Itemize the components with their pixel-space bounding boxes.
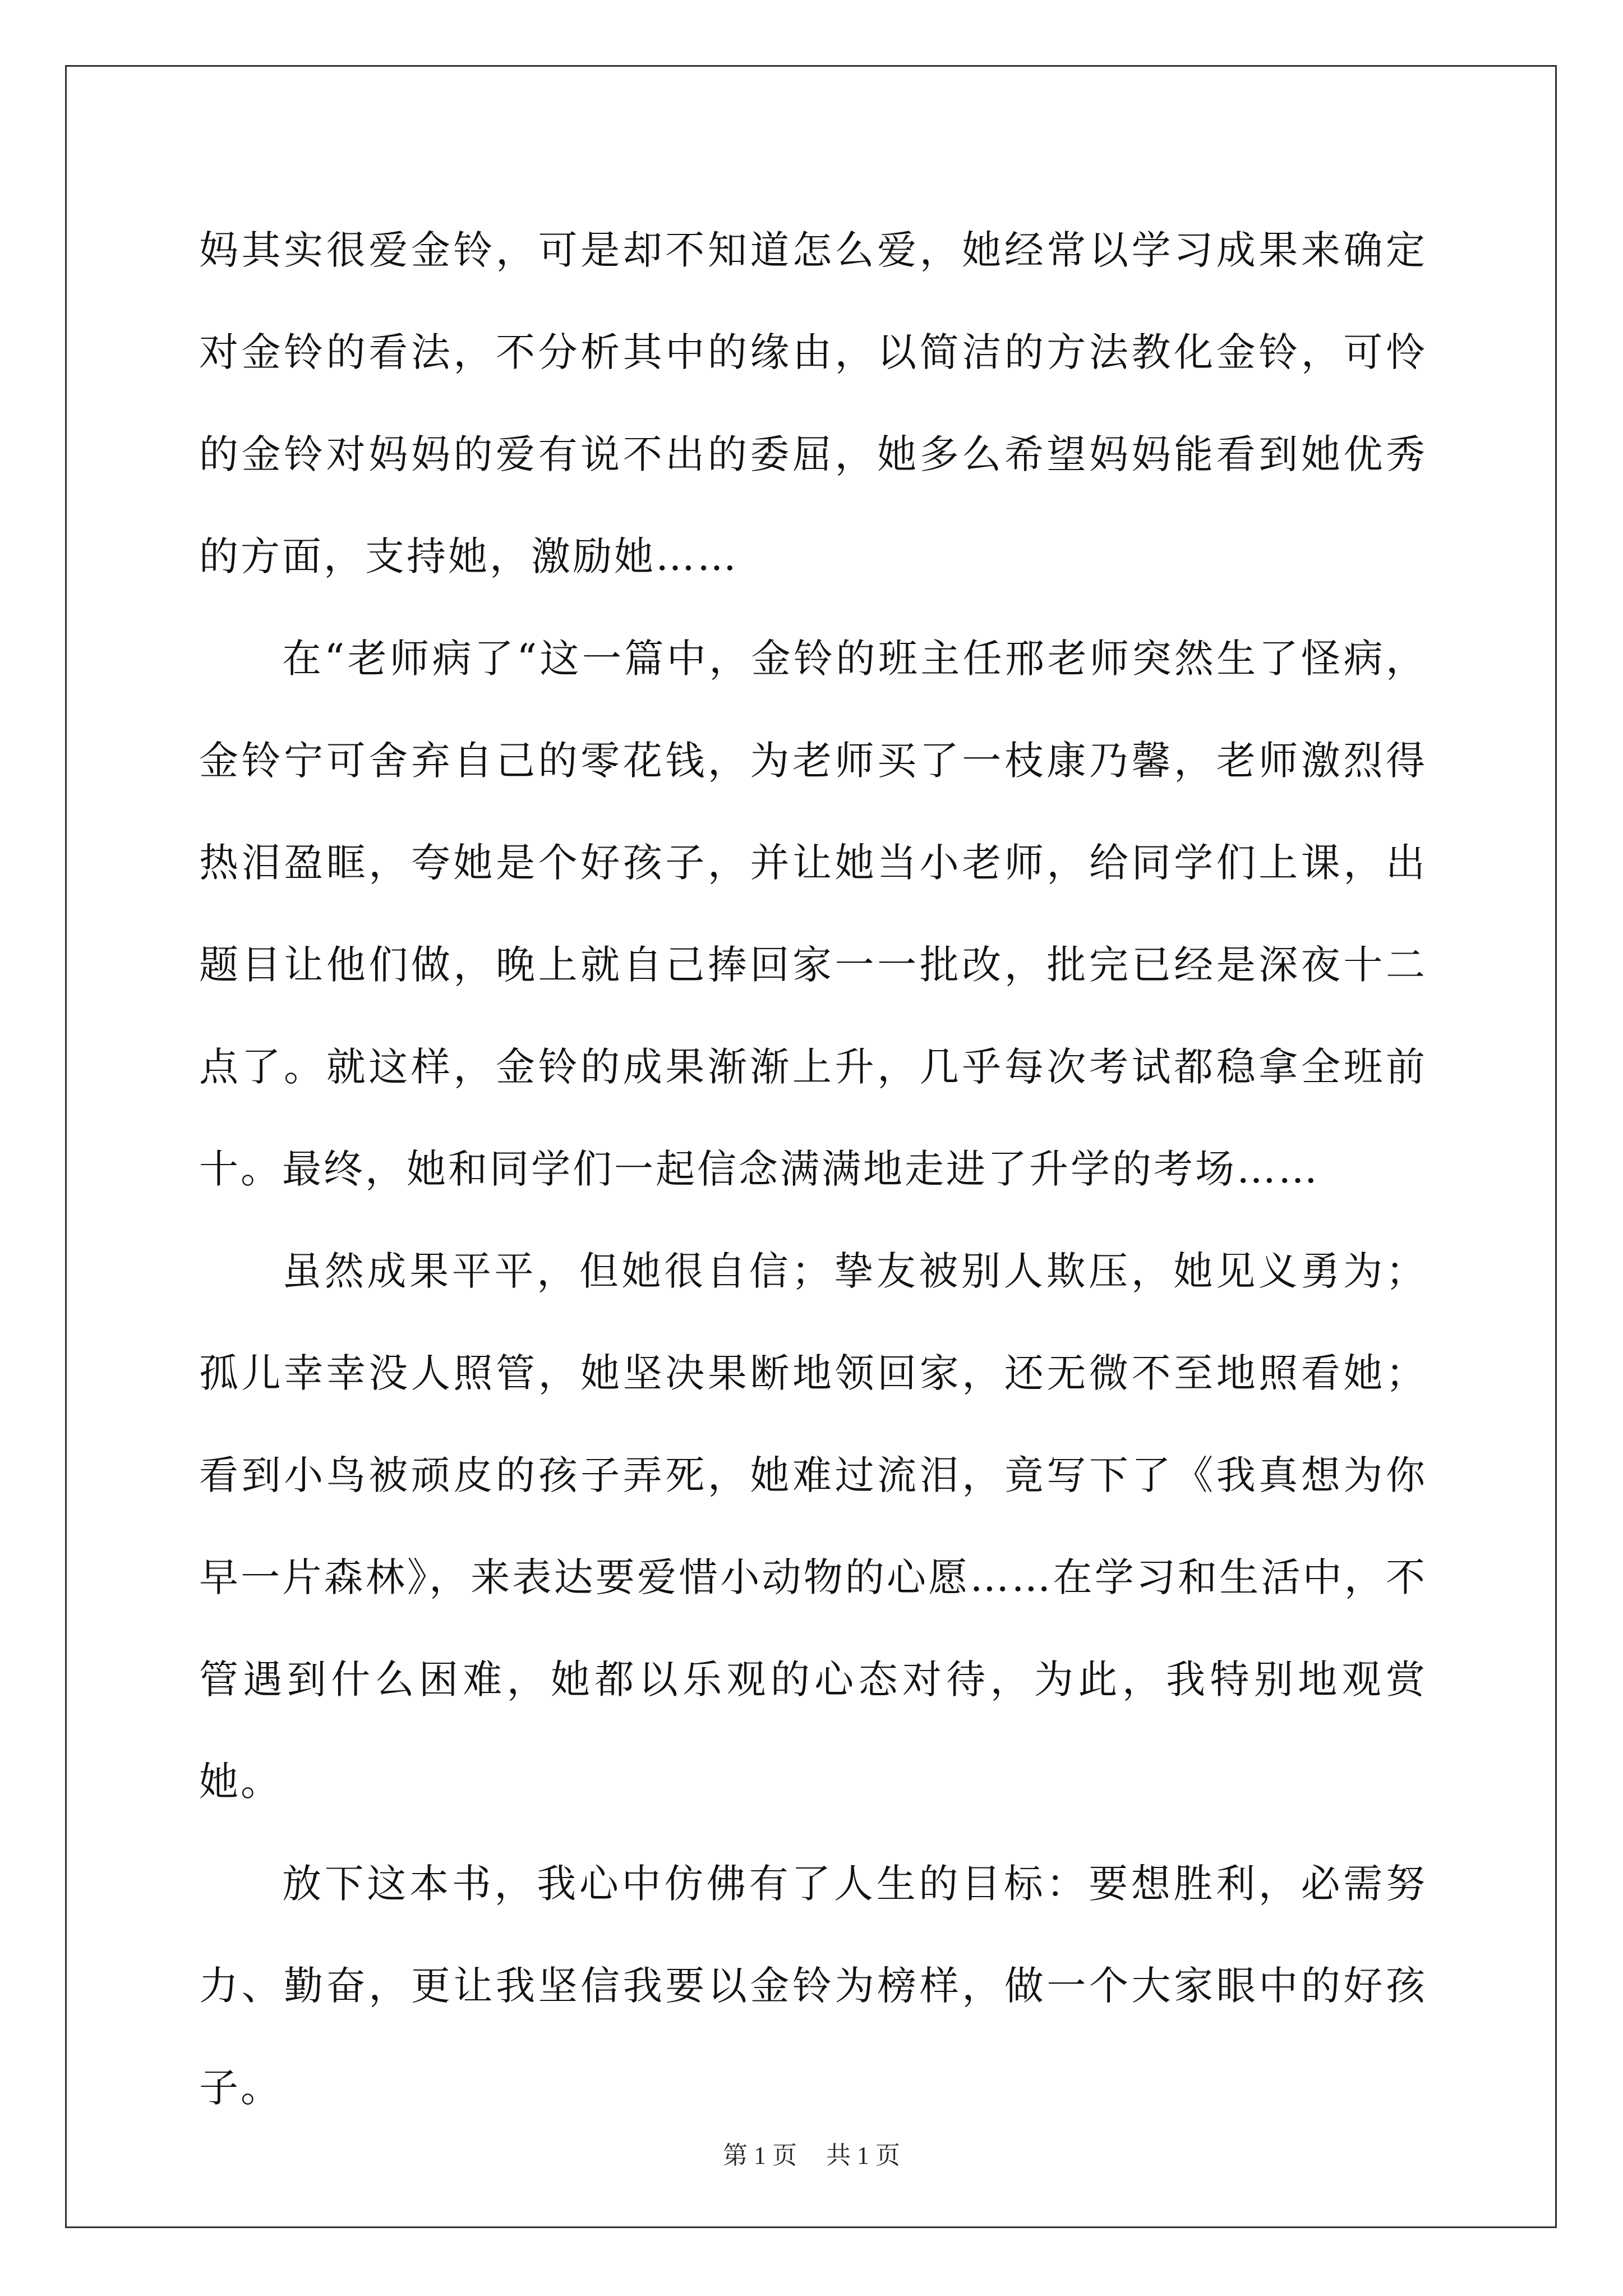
paragraph-3: 虽然成果平平，但她很自信；挚友被别人欺压，她见义勇为；孤儿幸幸没人照管，她坚决果断地领回家，还无微不至地照看她；看到小鸟被顽皮的孩子弄死，她难过流泪，竟写下了《我真想为你早一片森林》，来表达要爱惜小动物的心愿……在学习和生活中，不管遇到什么困难，她都以乐观的心态对待，为此，我特别地观赏她。 — [199, 1248, 1427, 1805]
page-total: 共 1 页 — [826, 2142, 900, 2169]
page-number: 第 1 页 — [723, 2142, 797, 2169]
paragraph-1: 妈其实很爱金铃，可是却不知道怎么爱，她经常以学习成果来确定对金铃的看法，不分析其中的缘由，以简洁的方法教化金铃，可怜的金铃对妈妈的爱有说不出的委屈，她多么希望妈妈能看到她优秀的方面，支持她，激励她…… — [199, 227, 1427, 579]
paragraph-2: 在“老师病了“这一篇中，金铃的班主任邢老师突然生了怪病，金铃宁可舍弃自己的零花钱，为老师买了一枝康乃馨，老师激烈得热泪盈眶，夸她是个好孩子，并让她当小老师，给同学们上课，出题目让他们做，晚上就自己捧回家一一批改，批完已经是深夜十二点了。就这样，金铃的成果渐渐上升，几乎每次考试都稳拿全班前十。最终，她和同学们一起信念满满地走进了升学的考场…… — [199, 636, 1427, 1192]
page-footer — [0, 2135, 1623, 2171]
document-body — [199, 199, 1427, 2139]
paragraph-4: 放下这本书，我心中仿佛有了人生的目标：要想胜利，必需努力、勤奋，更让我坚信我要以金铃为榜样，做一个大家眼中的好孩子。 — [199, 1861, 1427, 2111]
